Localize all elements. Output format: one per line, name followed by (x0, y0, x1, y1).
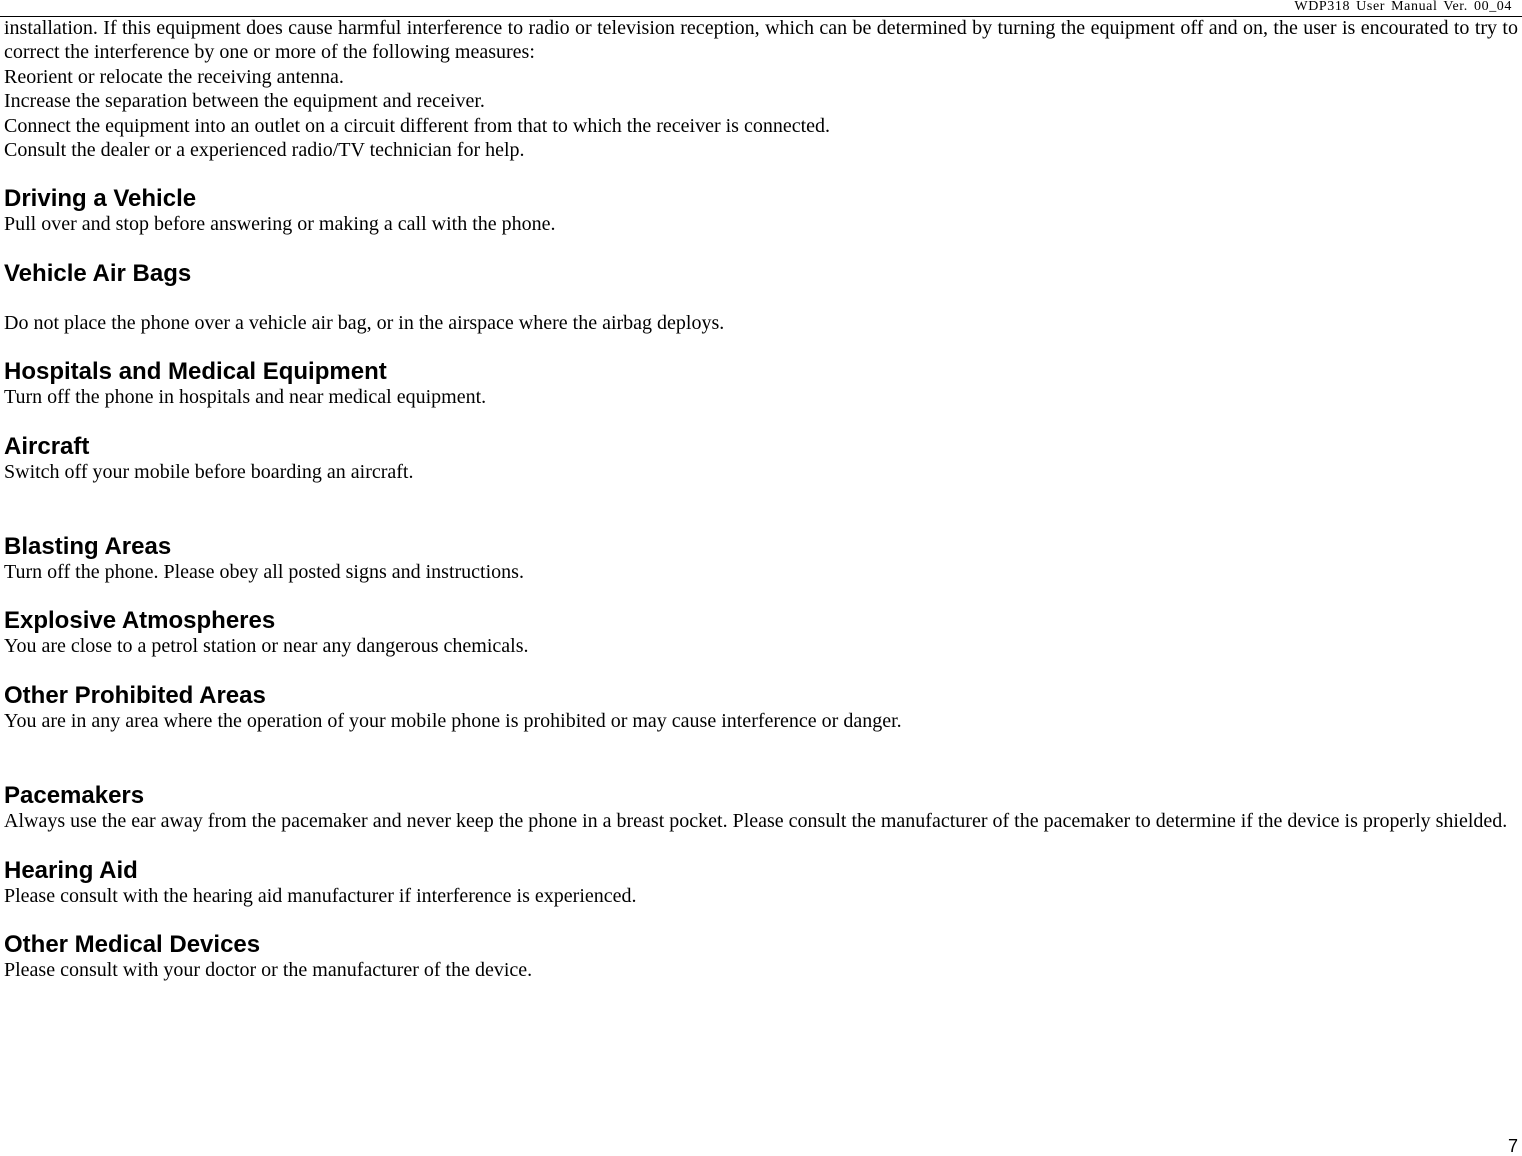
section-body: Pull over and stop before answering or making a call with the phone. (4, 213, 556, 236)
section-heading: Explosive Atmospheres (4, 607, 276, 635)
section-heading: Hearing Aid (4, 856, 138, 884)
section-body: Turn off the phone in hospitals and near medical equipment. (4, 386, 487, 409)
measure-item: Increase the separation between the equipment and receiver. (4, 90, 485, 113)
section-heading: Driving a Vehicle (4, 185, 197, 213)
section-pacemakers (4, 783, 1518, 833)
document-body (4, 16, 1518, 983)
section-explosive-atmospheres (4, 608, 1518, 658)
section-body: Please consult with your doctor or the manufacturer of the device. (4, 959, 533, 982)
section-aircraft (4, 434, 1518, 484)
intro-paragraph: installation. If this equipment does cause harmful interference to radio or television reception, which can be determined by turning the equipment off and on, the user is encourated to try to correct the interference by one or more of the following measures: (4, 17, 1518, 64)
section-heading: Other Medical Devices (4, 931, 261, 959)
page-header (0, 0, 1522, 17)
section-other-prohibited-areas (4, 683, 1518, 733)
section-heading: Blasting Areas (4, 533, 172, 561)
section-body: You are in any area where the operation of your mobile phone is prohibited or may cause interference or danger. (4, 709, 902, 732)
section-hospitals (4, 359, 1518, 409)
section-body: Turn off the phone. Please obey all posted signs and instructions. (4, 561, 524, 584)
section-other-medical-devices (4, 932, 1518, 982)
section-driving-a-vehicle (4, 186, 1518, 236)
section-body: Please consult with the hearing aid manufacturer if interference is experienced. (4, 884, 637, 907)
section-hearing-aid (4, 858, 1518, 908)
manual-version-title: WDP318 User Manual Ver. 00_04 (1294, 0, 1512, 14)
section-body: Always use the ear away from the pacemaker and never keep the phone in a breast pocket. Please consult the manufacturer of the pacemaker to determine if the device is properly shielded. (4, 810, 1508, 833)
section-body: You are close to a petrol station or near any dangerous chemicals. (4, 635, 529, 658)
section-vehicle-air-bags (4, 261, 1518, 335)
measure-item: Connect the equipment into an outlet on a circuit different from that to which the receiver is connected. (4, 114, 831, 137)
section-blasting-areas (4, 534, 1518, 584)
section-heading: Hospitals and Medical Equipment (4, 358, 387, 386)
section-heading: Pacemakers (4, 782, 145, 810)
section-body: Switch off your mobile before boarding an aircraft. (4, 460, 414, 483)
section-body: Do not place the phone over a vehicle air bag, or in the airspace where the airbag deploys. (4, 311, 725, 334)
measure-item: Reorient or relocate the receiving antenna. (4, 65, 344, 88)
section-heading: Aircraft (4, 432, 90, 460)
section-heading: Vehicle Air Bags (4, 259, 192, 287)
measure-item: Consult the dealer or a experienced radio/TV technician for help. (4, 139, 525, 162)
page-number: 7 (1507, 1136, 1518, 1156)
section-heading: Other Prohibited Areas (4, 681, 266, 709)
